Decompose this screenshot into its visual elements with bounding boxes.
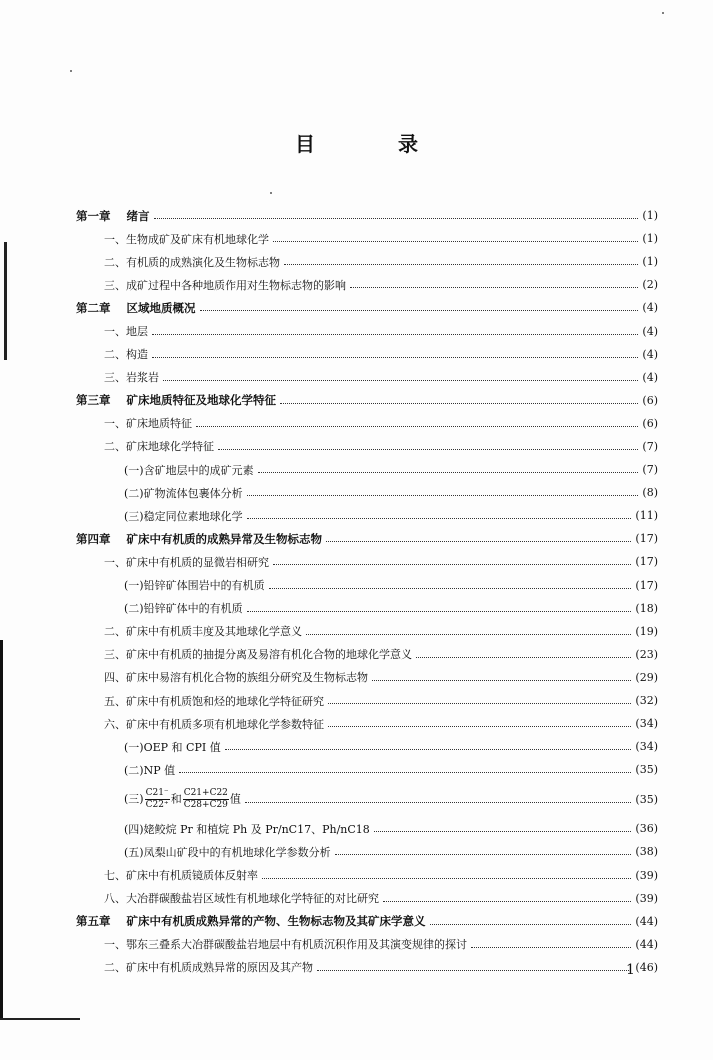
toc-entry[interactable] [76,574,658,597]
toc-page: (35) [635,792,658,806]
toc-number: 第五章 [76,914,111,929]
toc-page: (35) [635,763,658,777]
toc-number: 三、 [104,371,126,385]
toc-text: NP 值 [143,763,176,777]
toc-entry[interactable] [76,527,658,550]
dot-leader [430,924,632,925]
toc-page: (1) [642,232,658,246]
toc-text: 矿床中有机质成熟异常的产物、生物标志物及其矿床学意义 [126,914,426,929]
fraction-denominator: C22⁺ [145,799,169,810]
toc-number: 二、 [104,348,126,362]
toc-page: (7) [642,439,658,453]
toc-entry[interactable] [76,643,658,666]
toc-entry[interactable] [76,956,658,979]
dot-leader [273,564,631,565]
dot-leader [247,495,639,496]
dot-leader [245,802,632,803]
toc-number: 一、 [104,232,126,246]
toc-entry[interactable] [76,712,658,735]
toc-text: 地层 [126,325,148,339]
dot-leader [247,518,632,519]
toc-page: (38) [635,845,658,859]
toc-page: (6) [642,416,658,430]
toc-text: 矿床中有机质丰度及其地球化学意义 [126,625,302,639]
dot-leader [200,310,639,311]
dot-leader [225,749,632,750]
toc-page: (44) [635,914,658,928]
toc-page: (46) [635,960,658,974]
dot-leader [372,680,631,681]
scan-speck [270,192,272,194]
toc-page: (17) [635,578,658,592]
toc-entry[interactable] [76,273,658,296]
dot-leader [163,380,638,381]
dot-leader [152,334,638,335]
toc-page: (19) [635,624,658,638]
dot-leader [416,657,631,658]
toc-entry[interactable] [76,817,658,840]
toc-text: 矿床地球化学特征 [126,440,214,454]
toc-text: 姥鲛烷 Pr 和植烷 Ph 及 Pr/nC17、Ph/nC18 [143,822,370,836]
toc-number: (一) [124,579,144,593]
fraction [145,788,170,811]
toc-number: 四、 [104,671,126,685]
toc-number: 第四章 [76,531,111,546]
toc-text: 成矿过程中各种地质作用对生物标志物的影响 [126,278,346,292]
dot-leader [179,772,631,773]
toc-text: 值 [229,792,241,806]
toc-entry[interactable] [76,458,658,481]
toc-text: 绪言 [126,208,150,223]
toc-text: 矿床中易溶有机化合物的族组分研究及生物标志物 [126,671,368,685]
toc-entry[interactable] [76,887,658,910]
toc-page: (32) [635,694,658,708]
toc-page: (34) [635,740,658,754]
toc-text: 铅锌矿体围岩中的有机质 [143,579,265,593]
toc-number: 一、 [104,555,126,569]
scan-speck [662,12,664,14]
toc-page: (4) [642,370,658,384]
toc-page: (39) [635,891,658,905]
dot-leader [280,403,638,404]
page-number: 1 [626,962,635,978]
fraction-numerator: C21⁻ [145,787,169,798]
toc-entry[interactable] [76,504,658,527]
dot-leader [262,878,631,879]
toc-entry[interactable] [76,910,658,933]
toc-text: 有机质的成熟演化及生物标志物 [126,255,280,269]
toc-page: (23) [635,647,658,661]
toc-text: 矿床中有机质的成熟异常及生物标志物 [126,531,322,546]
toc-page: (4) [642,324,658,338]
toc-number: 第一章 [76,208,111,223]
toc-number: 一、 [104,938,126,952]
toc-page: (4) [642,301,658,315]
toc-number: 一、 [104,417,126,431]
toc-page: (11) [635,509,658,523]
toc-page: (44) [635,937,658,951]
toc-number: (三) [124,792,144,806]
toc-number: 三、 [104,648,126,662]
scan-artifact-line [0,1018,80,1020]
scan-artifact-bar [4,242,7,360]
dot-leader [152,357,638,358]
scan-artifact-bar [0,640,3,1020]
toc-text: 大冶群碳酸盐岩区域性有机地球化学特征的对比研究 [126,892,379,906]
toc-page: (7) [642,463,658,477]
toc-number: (二) [124,486,144,500]
toc-entry[interactable] [76,781,658,817]
toc-number: 八、 [104,892,126,906]
dot-leader [374,831,632,832]
dot-leader [306,634,631,635]
dot-leader [247,611,632,612]
toc-text: 矿物流体包裹体分析 [143,486,243,500]
toc-page: (17) [635,555,658,569]
dot-leader [273,241,638,242]
toc-text: 矿床地质特征 [126,417,192,431]
toc-text: 含矿地层中的成矿元素 [143,463,254,477]
dot-leader [383,901,631,902]
toc-entry[interactable] [76,597,658,620]
toc-entry[interactable] [76,666,658,689]
toc-number: 六、 [104,717,126,731]
toc-page: (34) [635,717,658,731]
table-of-contents [76,204,658,979]
fraction [183,788,229,811]
toc-entry[interactable] [76,435,658,458]
toc-text: 稳定同位素地球化学 [143,509,243,523]
toc-page: (39) [635,868,658,882]
toc-number: 一、 [104,325,126,339]
toc-number: (二) [124,763,144,777]
toc-entry[interactable] [76,758,658,781]
toc-number: 二、 [104,255,126,269]
toc-text: 生物成矿及矿床有机地球化学 [126,232,269,246]
toc-entry[interactable] [76,620,658,643]
toc-page: (1) [642,209,658,223]
toc-page: (1) [642,255,658,269]
page-title: 目 录 [295,132,456,156]
toc-text: 区域地质概况 [126,300,196,315]
dot-leader [269,588,632,589]
toc-page: (2) [642,278,658,292]
toc-entry[interactable] [76,389,658,412]
toc-entry[interactable] [76,481,658,504]
dot-leader [335,854,632,855]
toc-entry[interactable] [76,735,658,758]
toc-entry[interactable] [76,227,658,250]
toc-number: 二、 [104,440,126,454]
toc-page: (36) [635,822,658,836]
toc-number: 三、 [104,278,126,292]
toc-text: 矿床中有机质的显微岩相研究 [126,555,269,569]
dot-leader [317,970,631,971]
toc-number: (二) [124,602,144,616]
toc-number: 二、 [104,625,126,639]
toc-text: 矿床中有机质镜质体反射率 [126,869,258,883]
toc-text: 矿床地质特征及地球化学特征 [126,393,276,408]
toc-entry[interactable] [76,250,658,273]
toc-entry[interactable] [76,689,658,712]
toc-text: 铅锌矿体中的有机质 [143,602,243,616]
toc-number: (三) [124,509,144,523]
toc-entry[interactable] [76,412,658,435]
dot-leader [326,541,631,542]
toc-entry[interactable] [76,864,658,887]
toc-page: (4) [642,347,658,361]
dot-leader [218,449,638,450]
toc-number: (五) [124,845,144,859]
dot-leader [154,218,639,219]
dot-leader [328,703,631,704]
toc-number: 七、 [104,869,126,883]
toc-text: 凤梨山矿段中的有机地球化学参数分析 [143,845,331,859]
toc-page: (29) [635,670,658,684]
toc-number: 二、 [104,961,126,975]
toc-entry[interactable] [76,366,658,389]
toc-entry[interactable] [76,296,658,319]
toc-text: 矿床中有机质多项有机地球化学参数特征 [126,717,324,731]
fraction-numerator: C21+C22 [183,787,228,798]
dot-leader [284,264,638,265]
toc-text: 矿床中有机质成熟异常的原因及其产物 [126,961,313,975]
toc-number: (一) [124,740,144,754]
toc-page: (17) [635,532,658,546]
toc-text: 矿床中有机质饱和烃的地球化学特征研究 [126,694,324,708]
toc-entry[interactable] [76,204,658,227]
toc-text: 构造 [126,348,148,362]
dot-leader [328,726,631,727]
dot-leader [350,287,638,288]
dot-leader [196,426,638,427]
toc-text: 矿床中有机质的抽提分离及易溶有机化合物的地球化学意义 [126,648,412,662]
scan-speck [70,70,72,72]
toc-page: (8) [642,486,658,500]
toc-text: OEP 和 CPI 值 [143,740,221,754]
toc-number: 第二章 [76,300,111,315]
toc-text: 鄂东三叠系大冶群碳酸盐岩地层中有机质沉积作用及其演变规律的探讨 [126,938,467,952]
toc-text: 岩浆岩 [126,371,159,385]
toc-number: (四) [124,822,144,836]
toc-number: 五、 [104,694,126,708]
toc-entry[interactable] [76,343,658,366]
toc-page: (6) [642,393,658,407]
fraction-denominator: C28+C29 [183,799,228,810]
dot-leader [258,472,639,473]
toc-entry[interactable] [76,319,658,342]
toc-number: 第三章 [76,393,111,408]
toc-entry[interactable] [76,933,658,956]
toc-entry[interactable] [76,550,658,573]
toc-number: (一) [124,463,144,477]
toc-entry[interactable] [76,840,658,863]
dot-leader [471,947,631,948]
toc-page: (18) [635,601,658,615]
toc-text-and: 和 [170,792,182,806]
